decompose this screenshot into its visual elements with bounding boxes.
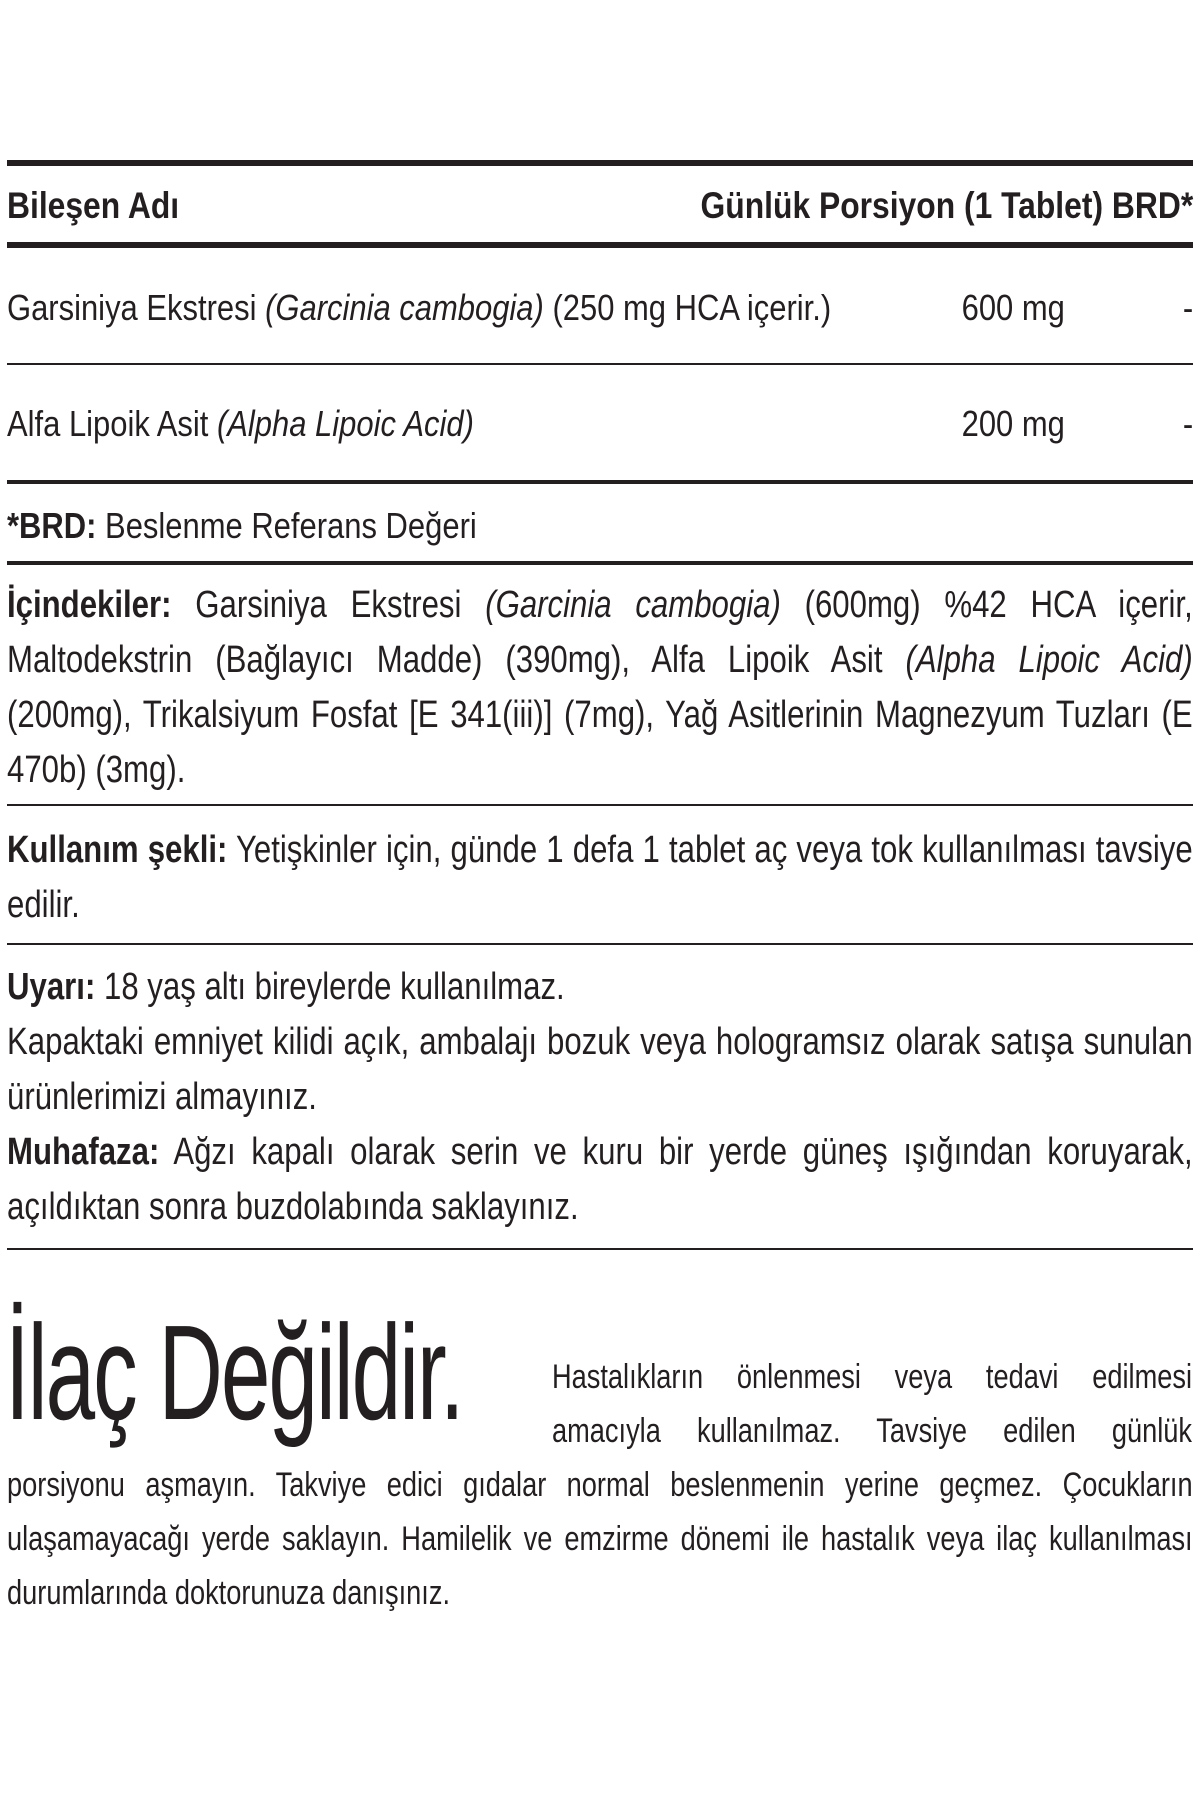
usage-label: Kullanım şekli: <box>7 829 228 871</box>
footnote-text: Beslenme Referans Değeri <box>105 505 477 546</box>
row-amount: 200 mg <box>961 403 1065 444</box>
ingredients-text: (600mg) %42 HCA içerir, Maltodekstrin (Bağlayıcı Madde) (390mg), Alfa Lipoik Asit <box>7 584 1193 681</box>
header-component-name: Bileşen Adı <box>7 185 180 226</box>
storage-label: Muhafaza: <box>7 1131 160 1173</box>
table-bottom-rule <box>7 480 1193 484</box>
header-daily-portion: Günlük Porsiyon (1 Tablet) BRD* <box>700 185 1194 226</box>
row-name: Garsiniya Ekstresi <box>7 287 257 328</box>
warning-text-2: Kapaktaki emniyet kilidi açık, ambalajı bozuk veya hologramsız olarak satışa sunulan ürünlerimizi almayınız. <box>7 1021 1193 1118</box>
usage-text: Yetişkinler için, günde 1 defa 1 tablet aç veya tok kullanılması tavsiye edilir. <box>7 829 1193 926</box>
ingredients-rule <box>7 804 1193 806</box>
usage-paragraph <box>7 823 1193 933</box>
ingredients-label: İçindekiler: <box>7 584 172 626</box>
row-amount: 600 mg <box>961 287 1065 328</box>
table-header-rule <box>7 242 1193 248</box>
note-line: Hastalıkların önlenmesi veya tedavi edilmesi <box>552 1358 1192 1396</box>
footnote-rule <box>7 561 1193 565</box>
note-line: amacıyla kullanılmaz. Tavsiye edilen günlük <box>552 1412 1192 1450</box>
ingredients-text: (200mg), Trikalsiyum Fosfat [E 341(iii)] (7mg), Yağ Asitlerinin Magnezyum Tuzları (E 470b) (3mg). <box>7 694 1193 791</box>
table-header <box>7 184 1193 228</box>
row-extra: (250 mg HCA içerir.) <box>552 287 832 328</box>
not-medicine-title: İlaç Değildir. <box>5 1297 463 1448</box>
not-medicine-note-rest <box>7 1458 1193 1620</box>
ingredients-paragraph <box>7 578 1193 798</box>
row-latin: (Alpha Lipoic Acid) <box>216 403 474 444</box>
ingredients-latin: (Garcinia cambogia) <box>485 584 781 626</box>
usage-rule <box>7 943 1193 945</box>
not-medicine-note-line1 <box>552 1350 1192 1404</box>
warning-label: Uyarı: <box>7 966 96 1008</box>
warning-text: 18 yaş altı bireylerde kullanılmaz. <box>103 966 565 1008</box>
row-name: Alfa Lipoik Asit <box>7 403 209 444</box>
table-row-rule <box>7 363 1193 365</box>
table-row <box>7 402 1193 446</box>
row-latin: (Garcinia cambogia) <box>265 287 544 328</box>
warning-paragraph <box>7 960 1193 1235</box>
table-top-rule <box>7 160 1193 166</box>
footnote-label: *BRD: <box>7 505 97 546</box>
not-medicine-note-line2 <box>552 1404 1192 1458</box>
storage-rule <box>7 1248 1193 1250</box>
ingredients-latin: (Alpha Lipoic Acid) <box>905 639 1193 681</box>
ingredients-text: Garsiniya Ekstresi <box>195 584 462 626</box>
supplement-label <box>7 0 1193 1800</box>
row-brd: - <box>1182 403 1194 444</box>
table-row <box>7 286 1193 330</box>
brd-footnote <box>7 504 1193 548</box>
row-brd: - <box>1182 287 1194 328</box>
storage-text: Ağzı kapalı olarak serin ve kuru bir yerde güneş ışığından koruyarak, açıldıktan sonra buzdolabında saklayınız. <box>7 1131 1193 1228</box>
note-text: porsiyonu aşmayın. Takviye edici gıdalar normal beslenmenin yerine geçmez. Çocukların ulaşamayacağı yerde saklayın. Hamilelik ve emzirme dönemi ile hastalık veya ilaç kullanılması durumlarında doktorunuza danışınız. <box>7 1466 1193 1612</box>
